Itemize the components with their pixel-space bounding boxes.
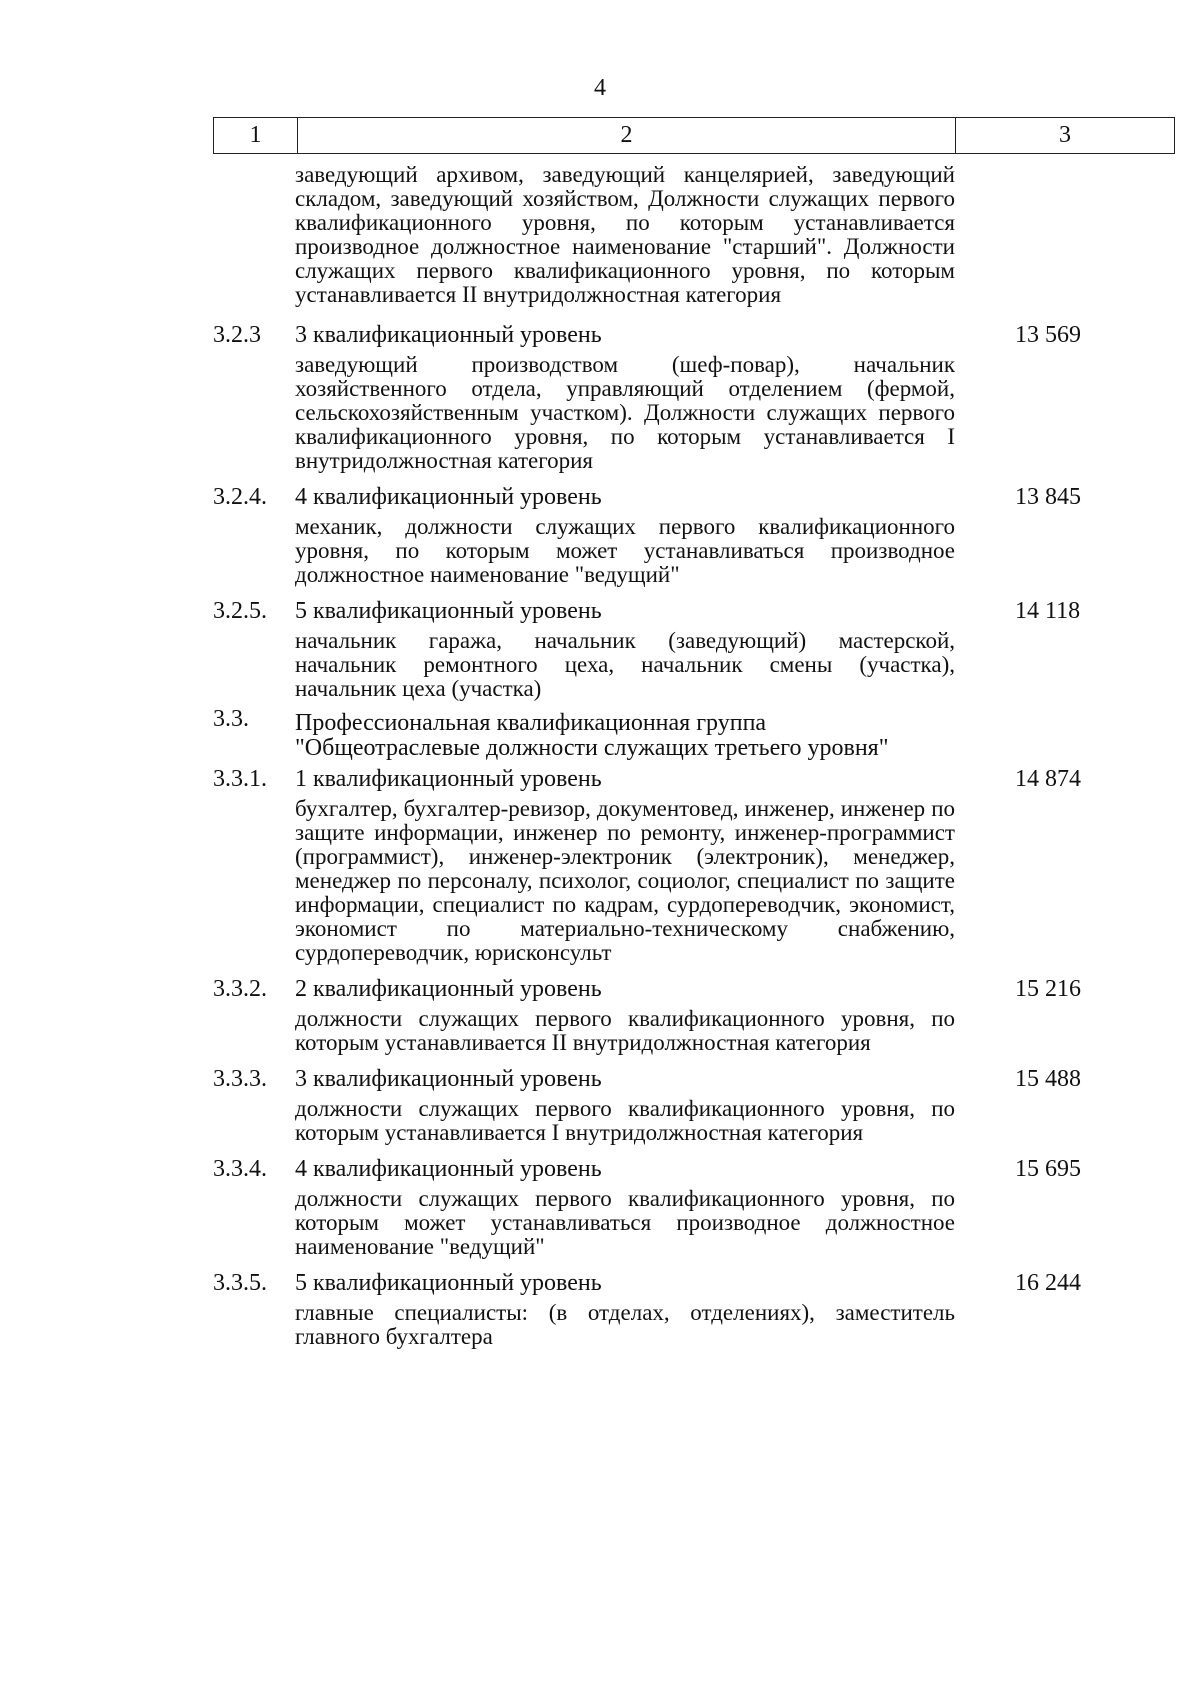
- table-row: [213, 761, 1175, 971]
- row-title: 3 квалификационный уровень: [295, 1066, 602, 1092]
- row-code: 3.2.5.: [213, 598, 267, 624]
- row-value: 16 244: [1015, 1270, 1081, 1296]
- row-code: 3.3.1.: [213, 766, 267, 792]
- table-row: [213, 593, 1175, 707]
- row-header: [213, 1151, 1175, 1187]
- table-header: [213, 117, 1175, 154]
- row-code: 3.3.: [213, 706, 249, 732]
- row-value: 15 695: [1015, 1156, 1081, 1182]
- row-value: 13 845: [1015, 484, 1081, 510]
- table-row: [213, 479, 1175, 593]
- row-header: [213, 479, 1175, 515]
- row-description: должности служащих первого квалификационного уровня, по которым устанавливается I внутридолжностная категория: [295, 1096, 955, 1145]
- row-code: 3.3.4.: [213, 1156, 267, 1182]
- row-value: 13 569: [1015, 322, 1081, 348]
- table-row: [213, 1061, 1175, 1151]
- table-header-col3: 3: [1059, 122, 1071, 148]
- row-description: механик, должности служащих первого квалификационного уровня, по которым может устанавливаться производное должностное наименование "ведущий": [295, 514, 955, 587]
- row-title: 2 квалификационный уровень: [295, 976, 602, 1002]
- row-title: 3 квалификационный уровень: [295, 322, 602, 348]
- row-code: 3.3.2.: [213, 976, 267, 1002]
- table-body: [213, 163, 1175, 1355]
- row-value: 14 118: [1015, 598, 1081, 624]
- table-row: [213, 317, 1175, 479]
- row-description: начальник гаража, начальник (заведующий) мастерской, начальник ремонтного цеха, начальник смены (участка), начальник цеха (участка): [295, 628, 955, 701]
- row-description: заведующий производством (шеф-повар), начальник хозяйственного отдела, управляющий отделением (фермой, сельскохозяйственным участком). Должности служащих первого квалификационного уровня, по которым устанавливается I внутридолжностная категория: [295, 352, 955, 473]
- row-code: 3.3.5.: [213, 1270, 267, 1296]
- row-value: 14 874: [1015, 766, 1081, 792]
- table-row-group: [213, 707, 1175, 761]
- row-value: 15 216: [1015, 976, 1081, 1002]
- row-header: [213, 761, 1175, 797]
- row-title: 5 квалификационный уровень: [295, 1270, 602, 1296]
- row-header: [213, 971, 1175, 1007]
- row-header: [213, 1061, 1175, 1097]
- row-title: 4 квалификационный уровень: [295, 1156, 602, 1182]
- row-description: бухгалтер, бухгалтер-ревизор, документовед, инженер, инженер по защите информации, инженер по ремонту, инженер-программист (программист), инженер-электроник (электроник), менеджер, менеджер по персоналу, психолог, социолог, специалист по защите информации, специалист по кадрам, сурдопереводчик, экономист, экономист по материально-техническому снабжению, сурдопереводчик, юрисконсульт: [295, 796, 955, 965]
- row-description: должности служащих первого квалификационного уровня, по которым устанавливается II внутридолжностная категория: [295, 1006, 955, 1055]
- row-code: 3.2.4.: [213, 484, 267, 510]
- row-code: 3.3.3.: [213, 1066, 267, 1092]
- row-title: 4 квалификационный уровень: [295, 484, 602, 510]
- table-row: [213, 1265, 1175, 1355]
- row-title: 1 квалификационный уровень: [295, 766, 602, 792]
- row-header: [213, 1265, 1175, 1301]
- row-header: [213, 593, 1175, 629]
- row-description: должности служащих первого квалификационного уровня, по которым может устанавливаться производное должностное наименование "ведущий": [295, 1186, 955, 1259]
- table-row: [213, 1151, 1175, 1265]
- row-title: 5 квалификационный уровень: [295, 598, 602, 624]
- row-header: [213, 317, 1175, 353]
- row-header: [213, 707, 1175, 761]
- row-code: 3.2.3: [213, 322, 261, 348]
- group-title: Профессиональная квалификационная группа "Общеотраслевые должности служащих третьего уровня": [295, 710, 889, 761]
- table-row: [213, 971, 1175, 1061]
- table-header-col1: 1: [214, 118, 298, 153]
- page-number: 4: [594, 75, 606, 101]
- row-value: 15 488: [1015, 1066, 1081, 1092]
- continuation-text: заведующий архивом, заведующий канцелярией, заведующий складом, заведующий хозяйством, Должности служащих первого квалификационного уровня, по которым устанавливается производное должностное наименование "старший". Должности служащих первого квалификационного уровня, по которым устанавливается II внутридолжностная категория: [295, 162, 955, 307]
- row-description: главные специалисты: (в отделах, отделениях), заместитель главного бухгалтера: [295, 1300, 955, 1349]
- table-header-col2: 2: [298, 118, 956, 153]
